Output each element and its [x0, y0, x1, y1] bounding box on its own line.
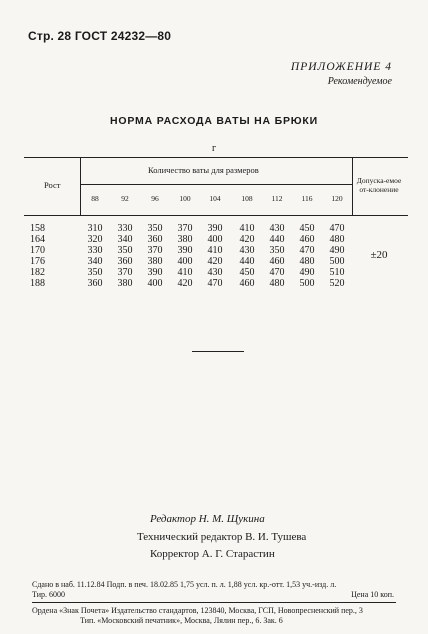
table-cell: 470 [269, 267, 285, 278]
table-cell: 350 [117, 245, 133, 256]
table-cell: 520 [329, 278, 345, 289]
table-cell: 390 [177, 245, 193, 256]
table-cell: 460 [299, 234, 315, 245]
table-cell: 380 [177, 234, 193, 245]
imprint-printer: Тип. «Московский печатник», Москва, Лялин пер., 6. Зак. 6 [80, 616, 283, 625]
table-cell: 400 [177, 256, 193, 267]
table-cell: 410 [177, 267, 193, 278]
size-header-cell: 104 [209, 194, 221, 203]
table-cell: 400 [147, 278, 163, 289]
size-header-cell: 108 [241, 194, 253, 203]
table-cell: 470 [299, 245, 315, 256]
table-cell: 390 [147, 267, 163, 278]
separator-rule [192, 351, 244, 352]
table-cell: 350 [269, 245, 285, 256]
table-cell: 420 [177, 278, 193, 289]
tolerance-value: ±20 [370, 249, 388, 261]
table-cell: 420 [239, 234, 255, 245]
size-header-cell: 88 [91, 194, 99, 203]
document-title: НОРМА РАСХОДА ВАТЫ НА БРЮКИ [110, 115, 318, 127]
imprint-circulation: Тир. 6000 [32, 590, 65, 599]
header-tolerance: Допуска-емое от-клонение [356, 176, 402, 194]
size-header-cell: 100 [179, 194, 191, 203]
size-header-cell: 112 [271, 194, 283, 203]
credit-corrector: Корректор А. Г. Старастин [150, 548, 275, 560]
size-header-cell: 120 [331, 194, 343, 203]
imprint-line-1: Сдано в наб. 11.12.84 Подп. в печ. 18.02.85 1,75 усл. п. л. 1,88 усл. кр.-отт. 1,53 уч.-изд. л. [32, 580, 337, 589]
table-cell: 370 [147, 245, 163, 256]
header-growth: Рост [44, 180, 61, 190]
table-cell: 490 [299, 267, 315, 278]
unit-label: г [211, 143, 217, 154]
table-cell: 510 [329, 267, 345, 278]
table-cell: 500 [299, 278, 315, 289]
growth-cell: 158 [30, 223, 45, 234]
table-header-rule [24, 215, 408, 216]
table-cell: 330 [87, 245, 103, 256]
header-quantity-group: Количество ваты для размеров [148, 165, 259, 175]
growth-cell: 170 [30, 245, 45, 256]
table-cell: 470 [329, 223, 345, 234]
table-cell: 310 [87, 223, 103, 234]
table-cell: 460 [239, 278, 255, 289]
table-cell: 420 [207, 256, 223, 267]
table-cell: 340 [117, 234, 133, 245]
table-cell: 470 [207, 278, 223, 289]
imprint-price: Цена 10 коп. [351, 590, 394, 599]
table-cell: 390 [207, 223, 223, 234]
growth-column-divider [80, 157, 81, 216]
table-cell: 440 [239, 256, 255, 267]
table-cell: 350 [87, 267, 103, 278]
table-cell: 340 [87, 256, 103, 267]
table-cell: 490 [329, 245, 345, 256]
credit-editor: Редактор Н. М. Щукина [150, 513, 265, 525]
table-cell: 430 [239, 245, 255, 256]
table-cell: 320 [87, 234, 103, 245]
table-cell: 460 [269, 256, 285, 267]
table-cell: 500 [329, 256, 345, 267]
table-top-rule [24, 157, 408, 158]
table-cell: 480 [299, 256, 315, 267]
table-cell: 440 [269, 234, 285, 245]
recommended-label: Рекомендуемое [327, 76, 392, 87]
imprint-rule [32, 602, 396, 603]
table-cell: 350 [147, 223, 163, 234]
table-cell: 370 [117, 267, 133, 278]
table-cell: 430 [269, 223, 285, 234]
table-cell: 370 [177, 223, 193, 234]
size-header-cell: 96 [151, 194, 159, 203]
table-cell: 380 [147, 256, 163, 267]
appendix-label: ПРИЛОЖЕНИЕ 4 [290, 61, 392, 73]
table-cell: 480 [269, 278, 285, 289]
size-row-rule [80, 184, 352, 185]
growth-cell: 164 [30, 234, 45, 245]
table-cell: 330 [117, 223, 133, 234]
table-cell: 360 [117, 256, 133, 267]
table-cell: 380 [117, 278, 133, 289]
table-cell: 410 [207, 245, 223, 256]
growth-cell: 176 [30, 256, 45, 267]
page-header: Стр. 28 ГОСТ 24232—80 [28, 29, 172, 43]
table-cell: 430 [207, 267, 223, 278]
table-cell: 360 [147, 234, 163, 245]
imprint-publisher: Ордена «Знак Почета» Издательство стандартов, 123840, Москва, ГСП, Новопресненский пер., 3 [32, 606, 363, 615]
credit-tech-editor: Технический редактор В. И. Тушева [137, 531, 307, 543]
size-header-cell: 116 [301, 194, 313, 203]
table-cell: 450 [299, 223, 315, 234]
table-cell: 480 [329, 234, 345, 245]
table-cell: 410 [239, 223, 255, 234]
size-header-cell: 92 [121, 194, 129, 203]
table-cell: 450 [239, 267, 255, 278]
table-cell: 400 [207, 234, 223, 245]
growth-cell: 188 [30, 278, 45, 289]
growth-cell: 182 [30, 267, 45, 278]
table-cell: 360 [87, 278, 103, 289]
